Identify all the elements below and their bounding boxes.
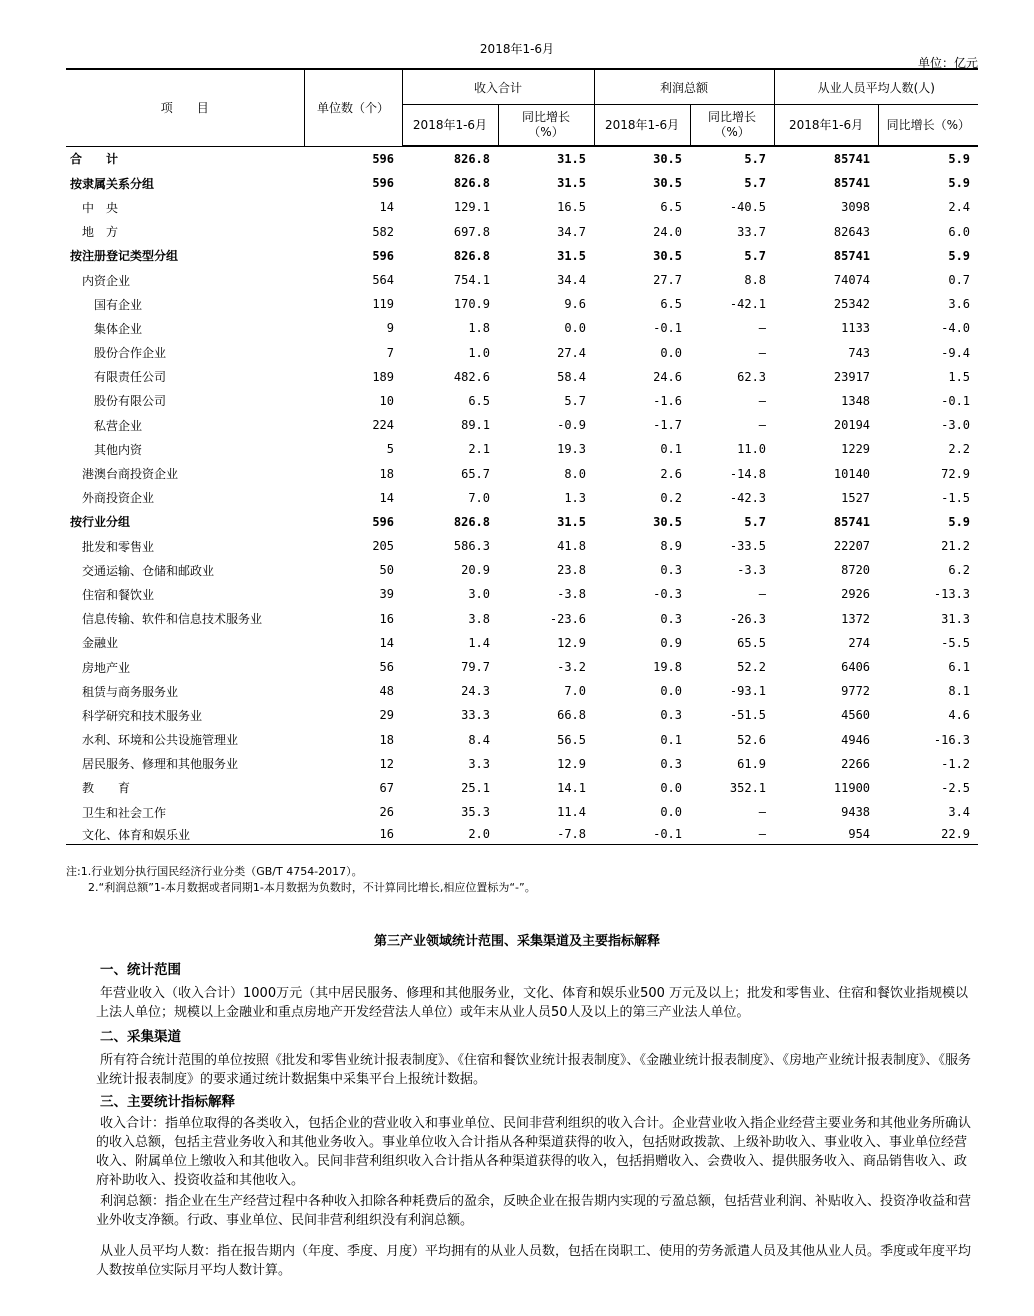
note-1: 注:1.行业划分执行国民经济行业分类（GB/T 4754-2017）。 xyxy=(66,865,363,878)
cell-employees: 23917 xyxy=(833,369,871,384)
cell-units: 9 xyxy=(386,321,394,336)
table-row xyxy=(66,171,978,195)
cell-profit-growth: -40.5 xyxy=(729,200,767,215)
cell-revenue-growth: 7.0 xyxy=(564,684,587,699)
cell-employees-growth: -4.0 xyxy=(941,321,971,336)
cell-employees: 20194 xyxy=(833,418,871,433)
row-label: 私营企业 xyxy=(94,418,143,433)
cell-employees: 9772 xyxy=(841,684,871,699)
cell-revenue-growth: 8.0 xyxy=(564,466,587,481)
cell-employees: 85741 xyxy=(833,152,871,167)
cell-profit: -0.1 xyxy=(653,321,683,336)
cell-profit-growth: 8.8 xyxy=(744,273,767,288)
row-label: 水利、环境和公共设施管理业 xyxy=(82,733,239,748)
table-notes xyxy=(66,864,536,896)
cell-profit-growth: 61.9 xyxy=(737,756,767,771)
cell-employees: 85741 xyxy=(833,514,871,529)
cell-units: 14 xyxy=(379,490,394,505)
row-label: 集体企业 xyxy=(94,321,143,336)
cell-profit: 0.3 xyxy=(660,708,683,723)
cell-profit: 6.5 xyxy=(660,297,683,312)
row-label: 信息传输、软件和信息技术服务业 xyxy=(82,612,263,627)
cell-profit: 6.5 xyxy=(660,200,683,215)
cell-profit: 8.9 xyxy=(660,539,683,554)
table-row xyxy=(66,413,978,437)
cell-employees: 4946 xyxy=(841,732,871,747)
cell-employees: 3098 xyxy=(841,200,871,215)
cell-profit: -0.1 xyxy=(594,824,690,845)
cell-employees-growth: -3.0 xyxy=(941,418,971,433)
cell-employees-growth: 5.9 xyxy=(948,248,971,263)
cell-revenue: 3.3 xyxy=(468,756,490,771)
row-label: 股份有限公司 xyxy=(94,394,167,409)
row-label: 港澳台商投资企业 xyxy=(82,467,179,482)
cell-revenue: 826.8 xyxy=(453,152,490,167)
header-employees-growth: 同比增长（%） xyxy=(878,105,978,147)
cell-employees-growth: -16.3 xyxy=(933,732,971,747)
cell-employees: 74074 xyxy=(833,273,871,288)
cell-revenue: 1.0 xyxy=(468,345,490,360)
table-row xyxy=(66,679,978,703)
cell-units: 48 xyxy=(379,684,394,699)
table-row xyxy=(66,292,978,316)
cell-employees-growth: 6.1 xyxy=(948,660,971,675)
cell-employees: 1133 xyxy=(841,321,871,336)
cell-units: 39 xyxy=(379,587,394,602)
cell-units: 189 xyxy=(372,369,394,384)
cell-employees-growth: 0.7 xyxy=(948,273,971,288)
table-row xyxy=(66,268,978,292)
row-label: 卫生和社会工作 xyxy=(82,805,167,820)
cell-revenue-growth: 5.7 xyxy=(564,393,587,408)
cell-revenue-growth: 66.8 xyxy=(557,708,587,723)
cell-employees: 743 xyxy=(848,345,871,360)
table-row xyxy=(66,461,978,485)
cell-revenue: 697.8 xyxy=(453,224,490,239)
cell-units: 26 xyxy=(379,805,394,820)
paragraph-revenue: 收入合计：指单位取得的各类收入，包括企业的营业收入和事业单位、民间非营利组织的收入合计。企业营业收入指企业经营主要业务和其他业务所确认的收入总额，包括主营业务收入和其他业务收入。事业单位收入合计指从各种渠道获得的收入，包括财政拨款、上级补助收入、事业收入、事业单位经营收入、附属单位上缴收入和其他收入。民间非营利组织收入合计指从各种渠道获得的收入，包括捐赠收入、会费收入、提供服务收入、商品销售收入、政府补助收入、投资收益和其他收入。 xyxy=(96,1116,972,1188)
note-2: 2.“利润总额”1-本月数据或者同期1-本月数据为负数时，不计算同比增长,相应位置标为“-”。 xyxy=(88,881,536,894)
cell-revenue: 35.3 xyxy=(461,805,490,820)
header-revenue: 收入合计 xyxy=(402,69,594,105)
cell-revenue: 129.1 xyxy=(453,200,490,215)
cell-revenue-growth: 31.5 xyxy=(557,514,587,529)
row-label: 股份合作企业 xyxy=(94,346,167,361)
cell-employees: 85741 xyxy=(833,176,871,191)
cell-revenue-growth: 31.5 xyxy=(557,176,587,191)
cell-revenue-growth: 12.9 xyxy=(557,635,587,650)
cell-revenue-growth: -7.8 xyxy=(498,824,594,845)
cell-revenue: 1.8 xyxy=(468,321,490,336)
cell-revenue-growth: 9.6 xyxy=(564,297,587,312)
cell-profit: 0.3 xyxy=(660,611,683,626)
cell-employees-growth: 6.0 xyxy=(948,224,971,239)
cell-profit-growth: 33.7 xyxy=(737,224,767,239)
cell-profit: 0.9 xyxy=(660,635,683,650)
cell-employees: 4560 xyxy=(841,708,871,723)
cell-revenue-growth: -0.9 xyxy=(557,418,587,433)
cell-profit-growth: — xyxy=(758,345,767,360)
cell-employees-growth: 6.2 xyxy=(948,563,971,578)
cell-revenue-growth: -3.8 xyxy=(557,587,587,602)
cell-employees: 954 xyxy=(774,824,878,845)
row-label: 金融业 xyxy=(82,636,119,651)
cell-profit: 0.1 xyxy=(660,442,683,457)
row-label: 按注册登记类型分组 xyxy=(70,249,179,264)
cell-revenue: 170.9 xyxy=(453,297,490,312)
cell-revenue-growth: 14.1 xyxy=(557,780,587,795)
cell-units: 18 xyxy=(379,466,394,481)
cell-profit-growth: — xyxy=(758,587,767,602)
cell-revenue: 7.0 xyxy=(468,490,490,505)
cell-profit: -0.3 xyxy=(653,587,683,602)
header-employees: 从业人员平均人数(人) xyxy=(774,69,978,105)
row-label: 国有企业 xyxy=(94,297,143,312)
row-label: 教 育 xyxy=(82,781,131,796)
row-label: 中 央 xyxy=(82,200,119,215)
row-label: 文化、体育和娱乐业 xyxy=(66,824,304,845)
cell-profit-growth: -51.5 xyxy=(729,708,767,723)
cell-employees: 6406 xyxy=(841,660,871,675)
row-label: 租赁与商务服务业 xyxy=(82,684,179,699)
cell-employees: 25342 xyxy=(833,297,871,312)
cell-profit-growth: 352.1 xyxy=(729,780,767,795)
row-label: 外商投资企业 xyxy=(82,491,155,506)
cell-employees-growth: -1.2 xyxy=(941,756,971,771)
report-period: 2018年1-6月 xyxy=(479,42,555,56)
cell-profit-growth: 5.7 xyxy=(744,514,767,529)
cell-employees: 8720 xyxy=(841,563,871,578)
cell-revenue: 79.7 xyxy=(461,660,490,675)
cell-units: 14 xyxy=(379,200,394,215)
table-row xyxy=(66,195,978,219)
table-body xyxy=(66,146,978,845)
cell-revenue: 3.0 xyxy=(468,587,490,602)
cell-employees: 274 xyxy=(848,635,871,650)
cell-profit: 27.7 xyxy=(653,273,683,288)
row-label: 有限责任公司 xyxy=(94,370,167,385)
cell-revenue: 754.1 xyxy=(453,273,490,288)
cell-employees: 82643 xyxy=(833,224,871,239)
table-row xyxy=(66,631,978,655)
cell-profit: -1.7 xyxy=(653,418,683,433)
cell-profit: 30.5 xyxy=(653,176,683,191)
cell-profit-growth: 5.7 xyxy=(744,152,767,167)
cell-profit: 30.5 xyxy=(653,514,683,529)
table-row xyxy=(66,558,978,582)
header-profit-period: 2018年1-6月 xyxy=(594,105,690,147)
cell-revenue: 20.9 xyxy=(461,563,490,578)
row-label: 其他内资 xyxy=(94,442,143,457)
cell-revenue-growth: 0.0 xyxy=(564,321,587,336)
header-item: 项 目 xyxy=(66,69,304,146)
cell-revenue: 2.0 xyxy=(402,824,498,845)
heading-scope: 一、统计范围 xyxy=(100,962,181,978)
paragraph-profit: 利润总额：指企业在生产经营过程中各种收入扣除各种耗费后的盈余，反映企业在报告期内实现的亏盈总额，包括营业利润、补贴收入、投资净收益和营业外收支净额。行政、事业单位、民间非营利组织没有利润总额。 xyxy=(96,1194,972,1228)
cell-revenue-growth: 31.5 xyxy=(557,248,587,263)
cell-profit-growth: 5.7 xyxy=(744,248,767,263)
cell-employees-growth: -1.5 xyxy=(941,490,971,505)
cell-employees-growth: 72.9 xyxy=(941,466,971,481)
cell-employees-growth: -2.5 xyxy=(941,780,971,795)
table-row xyxy=(66,824,978,845)
paragraph-scope: 年营业收入（收入合计）1000万元（其中居民服务、修理和其他服务业，文化、体育和娱乐业500 万元及以上；批发和零售业、住宿和餐饮业指规模以上法人单位；规模以上金融业和重点房地产开发经营法人单位）或年末从业人员50人及以上的第三产业法人单位。 xyxy=(96,986,969,1020)
table-header xyxy=(66,69,978,146)
cell-employees-growth: 8.1 xyxy=(948,684,971,699)
cell-profit: 0.3 xyxy=(660,563,683,578)
cell-employees: 9438 xyxy=(841,805,871,820)
cell-profit: 0.0 xyxy=(660,805,683,820)
cell-profit: 0.3 xyxy=(660,756,683,771)
cell-revenue-growth: 34.7 xyxy=(557,224,587,239)
table-row xyxy=(66,752,978,776)
cell-revenue-growth: 12.9 xyxy=(557,756,587,771)
cell-profit: 2.6 xyxy=(660,466,683,481)
cell-profit-growth: -26.3 xyxy=(729,611,767,626)
heading-indicators: 三、主要统计指标解释 xyxy=(100,1094,235,1110)
cell-profit-growth: -3.3 xyxy=(737,563,767,578)
cell-units: 12 xyxy=(379,756,394,771)
cell-revenue: 3.8 xyxy=(468,611,490,626)
cell-employees-growth: 3.4 xyxy=(948,805,971,820)
cell-profit-growth: — xyxy=(758,393,767,408)
cell-profit: 0.2 xyxy=(660,490,683,505)
cell-employees: 10140 xyxy=(833,466,871,481)
paragraph-channels: 所有符合统计范围的单位按照《批发和零售业统计报表制度》、《住宿和餐饮业统计报表制度》、《金融业统计报表制度》、《房地产业统计报表制度》、《服务业统计报表制度》的要求通过统计数据集中采集平台上报统计数据。 xyxy=(96,1053,972,1087)
cell-profit-growth: 65.5 xyxy=(737,635,767,650)
heading-channels: 二、采集渠道 xyxy=(100,1029,181,1045)
cell-profit-growth: -14.8 xyxy=(729,466,767,481)
cell-employees-growth: 22.9 xyxy=(878,824,978,845)
table-row xyxy=(66,437,978,461)
paragraph-employees: 从业人员平均人数：指在报告期内（年度、季度、月度）平均拥有的从业人员数，包括在岗职工、使用的劳务派遣人员及其他从业人员。季度或年度平均人数按单位实际月平均人数计算。 xyxy=(96,1244,972,1278)
cell-employees-growth: -5.5 xyxy=(941,635,971,650)
cell-units: 10 xyxy=(379,393,394,408)
row-label: 交通运输、仓储和邮政业 xyxy=(82,563,215,578)
table-row xyxy=(66,534,978,558)
cell-revenue: 1.4 xyxy=(468,635,490,650)
table-row xyxy=(66,341,978,365)
cell-employees-growth: 21.2 xyxy=(941,539,971,554)
cell-profit-growth: 5.7 xyxy=(744,176,767,191)
cell-revenue: 89.1 xyxy=(461,418,490,433)
header-revenue-period: 2018年1-6月 xyxy=(402,105,498,147)
cell-units: 596 xyxy=(372,176,394,191)
table-row xyxy=(66,510,978,534)
cell-revenue: 6.5 xyxy=(468,393,490,408)
cell-units: 119 xyxy=(372,297,394,312)
cell-revenue-growth: 11.4 xyxy=(557,805,587,820)
cell-employees-growth: -13.3 xyxy=(933,587,971,602)
cell-profit-growth: -42.3 xyxy=(729,490,767,505)
cell-employees-growth: -9.4 xyxy=(941,345,971,360)
cell-revenue-growth: 31.5 xyxy=(557,152,587,167)
cell-profit-growth: 52.2 xyxy=(737,660,767,675)
cell-units: 205 xyxy=(372,539,394,554)
cell-employees: 1527 xyxy=(841,490,871,505)
cell-revenue: 586.3 xyxy=(453,539,490,554)
row-label: 住宿和餐饮业 xyxy=(82,587,155,602)
table-row xyxy=(66,655,978,679)
table-row xyxy=(66,316,978,340)
header-units: 单位数（个） xyxy=(304,69,402,146)
table-row xyxy=(66,244,978,268)
table-row xyxy=(66,582,978,606)
table-row xyxy=(66,365,978,389)
cell-revenue: 826.8 xyxy=(453,176,490,191)
cell-revenue: 33.3 xyxy=(461,708,490,723)
cell-employees: 2926 xyxy=(841,587,871,602)
section-title: 第三产业领域统计范围、采集渠道及主要指标解释 xyxy=(373,934,660,949)
cell-employees-growth: 31.3 xyxy=(941,611,971,626)
cell-employees: 1229 xyxy=(841,442,871,457)
cell-profit: -1.6 xyxy=(653,393,683,408)
table-row xyxy=(66,728,978,752)
cell-units: 596 xyxy=(372,514,394,529)
cell-units: 29 xyxy=(379,708,394,723)
cell-units: 50 xyxy=(379,563,394,578)
cell-profit: 0.1 xyxy=(660,732,683,747)
cell-units: 596 xyxy=(372,151,394,166)
cell-profit-growth: -93.1 xyxy=(729,684,767,699)
header-profit: 利润总额 xyxy=(594,69,774,105)
unit-label: 单位：亿元 xyxy=(917,56,978,70)
table-row xyxy=(66,220,978,244)
cell-employees-growth: 5.9 xyxy=(948,514,971,529)
cell-profit: 0.0 xyxy=(660,684,683,699)
cell-revenue-growth: 41.8 xyxy=(557,539,587,554)
cell-units: 564 xyxy=(372,273,394,288)
cell-revenue: 24.3 xyxy=(461,684,490,699)
cell-profit-growth: — xyxy=(690,824,774,845)
cell-employees-growth: 2.4 xyxy=(948,200,971,215)
cell-units: 56 xyxy=(379,660,394,675)
cell-profit-growth: 52.6 xyxy=(737,732,767,747)
header-employees-period: 2018年1-6月 xyxy=(774,105,878,147)
cell-revenue-growth: 34.4 xyxy=(557,273,587,288)
cell-revenue: 65.7 xyxy=(461,466,490,481)
cell-employees: 22207 xyxy=(833,539,871,554)
cell-profit: 24.0 xyxy=(653,224,683,239)
table-row xyxy=(66,486,978,510)
statistics-table xyxy=(66,68,978,845)
row-label: 按行业分组 xyxy=(70,515,131,530)
cell-profit: 24.6 xyxy=(653,369,683,384)
cell-profit-growth: 62.3 xyxy=(737,369,767,384)
row-label: 内资企业 xyxy=(82,273,131,288)
cell-revenue: 826.8 xyxy=(453,514,490,529)
cell-revenue-growth: 56.5 xyxy=(557,732,587,747)
cell-revenue: 2.1 xyxy=(468,442,490,457)
cell-employees: 2266 xyxy=(841,756,871,771)
cell-employees: 11900 xyxy=(833,780,871,795)
cell-profit-growth: — xyxy=(758,805,767,820)
cell-employees-growth: 1.5 xyxy=(948,369,971,384)
table-row xyxy=(66,146,978,171)
cell-profit-growth: 11.0 xyxy=(737,442,767,457)
cell-units: 16 xyxy=(304,824,402,845)
cell-profit-growth: -33.5 xyxy=(729,539,767,554)
cell-revenue: 826.8 xyxy=(453,248,490,263)
row-label: 合 计 xyxy=(70,152,119,167)
cell-units: 16 xyxy=(379,611,394,626)
cell-employees-growth: 4.6 xyxy=(948,708,971,723)
cell-units: 5 xyxy=(386,442,394,457)
cell-employees-growth: 5.9 xyxy=(948,152,971,167)
cell-profit: 30.5 xyxy=(653,152,683,167)
row-label: 地 方 xyxy=(82,225,119,240)
row-label: 居民服务、修理和其他服务业 xyxy=(82,757,239,772)
cell-profit-growth: -42.1 xyxy=(729,297,767,312)
cell-revenue-growth: 16.5 xyxy=(557,200,587,215)
cell-units: 224 xyxy=(372,418,394,433)
table-row xyxy=(66,800,978,824)
cell-units: 67 xyxy=(379,780,394,795)
cell-employees: 1372 xyxy=(841,611,871,626)
cell-profit: 0.0 xyxy=(660,345,683,360)
cell-revenue-growth: -23.6 xyxy=(549,611,587,626)
cell-employees: 85741 xyxy=(833,248,871,263)
cell-units: 7 xyxy=(386,345,394,360)
cell-revenue-growth: 23.8 xyxy=(557,563,587,578)
table-row xyxy=(66,607,978,631)
header-profit-growth: 同比增长 （%） xyxy=(690,105,774,147)
cell-employees: 1348 xyxy=(841,393,871,408)
cell-revenue-growth: 1.3 xyxy=(564,490,587,505)
cell-revenue-growth: -3.2 xyxy=(557,660,587,675)
cell-employees-growth: 5.9 xyxy=(948,176,971,191)
cell-revenue: 482.6 xyxy=(453,369,490,384)
cell-profit: 0.0 xyxy=(660,780,683,795)
table-row xyxy=(66,389,978,413)
cell-employees-growth: 3.6 xyxy=(948,297,971,312)
cell-units: 582 xyxy=(372,224,394,239)
table-row xyxy=(66,776,978,800)
cell-profit-growth: — xyxy=(758,321,767,336)
cell-revenue-growth: 19.3 xyxy=(557,442,587,457)
row-label: 房地产业 xyxy=(82,660,131,675)
cell-employees-growth: 2.2 xyxy=(948,442,971,457)
cell-revenue: 25.1 xyxy=(461,780,490,795)
cell-units: 14 xyxy=(379,635,394,650)
cell-profit-growth: — xyxy=(758,418,767,433)
cell-revenue-growth: 27.4 xyxy=(557,345,587,360)
cell-units: 18 xyxy=(379,732,394,747)
cell-units: 596 xyxy=(372,248,394,263)
cell-employees-growth: -0.1 xyxy=(941,393,971,408)
cell-profit: 19.8 xyxy=(653,660,683,675)
row-label: 批发和零售业 xyxy=(82,539,155,554)
row-label: 按隶属关系分组 xyxy=(70,176,155,191)
header-revenue-growth: 同比增长 （%） xyxy=(498,105,594,147)
cell-profit: 30.5 xyxy=(653,248,683,263)
table-row xyxy=(66,703,978,727)
row-label: 科学研究和技术服务业 xyxy=(82,708,203,723)
cell-revenue-growth: 58.4 xyxy=(557,369,587,384)
cell-revenue: 8.4 xyxy=(468,732,490,747)
